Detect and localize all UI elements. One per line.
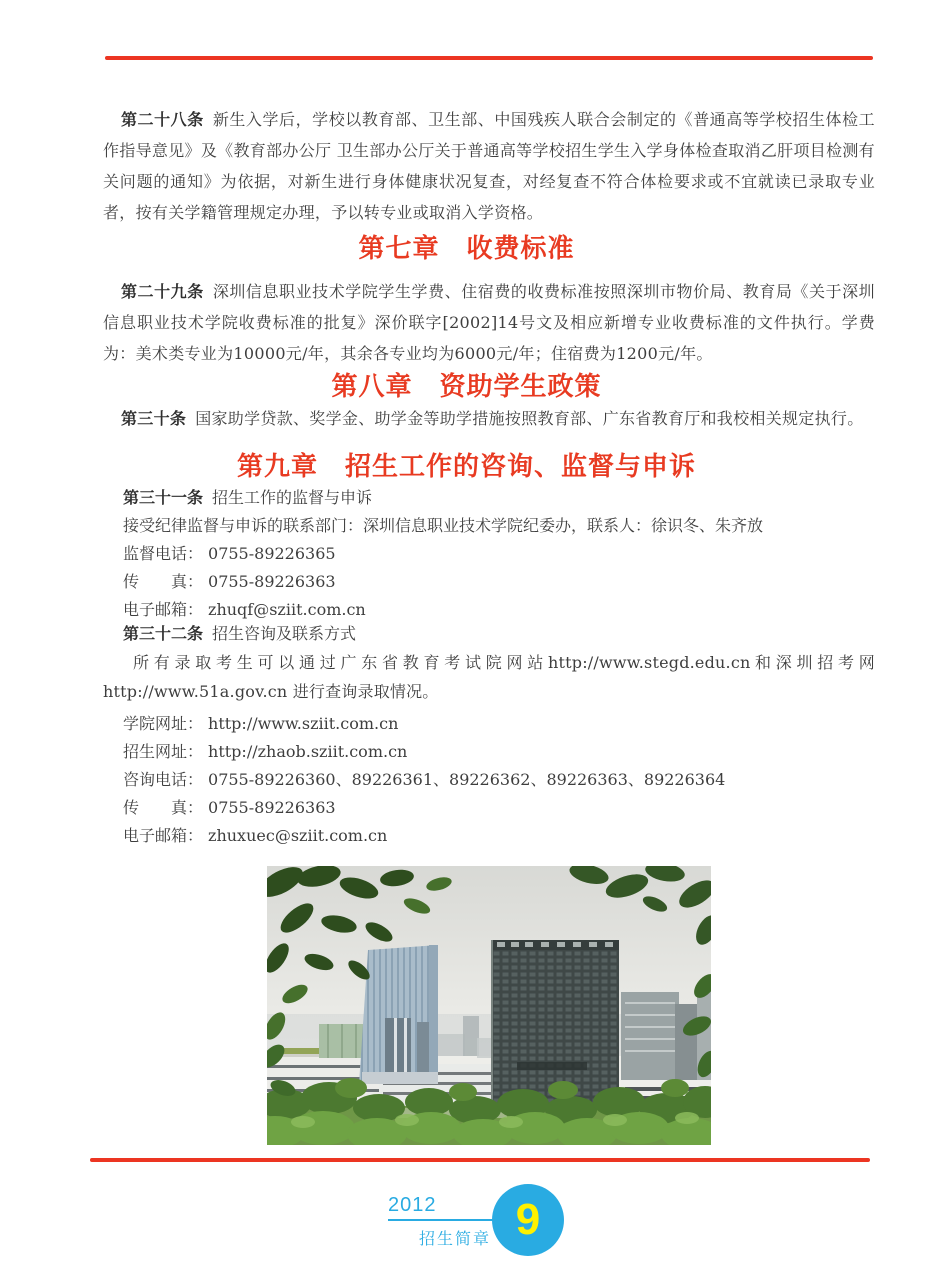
article-32-contact-block: [123, 710, 875, 850]
article-31-label: 第三十一条: [123, 488, 204, 507]
article-29-text: 深圳信息职业技术学院学生学费、住宿费的收费标准按照深圳市物价局、教育局《关于深圳信息职业技术学院收费标准的批复》深价联字[2002]14号文及相应新增专业收费标准的文件执行。学费为：美术类专业为10000元/年，其余各专业均为6000元/年；住宿费为1200元/年。: [103, 282, 875, 363]
article-31-title: 招生工作的监督与申诉: [212, 488, 373, 507]
supervision-phone-value: 0755-89226365: [208, 544, 336, 563]
article-32-label: 第三十二条: [123, 624, 204, 643]
college-site-line: [123, 710, 875, 738]
footer-blue-line: [388, 1219, 506, 1221]
email-value-31: zhuqf@sziit.com.cn: [208, 600, 366, 619]
fax-label-31: 传 真：: [123, 572, 204, 591]
admission-site-url: http://zhaob.sziit.com.cn: [208, 742, 408, 761]
chapter-7-heading: 第七章 收费标准: [358, 233, 575, 263]
fax-label-32: 传 真：: [123, 798, 204, 817]
fax-value-32: 0755-89226363: [208, 798, 336, 817]
page-number-badge: [492, 1184, 564, 1256]
article-31-title-line: [123, 484, 875, 512]
article-31-contact-dept: 接受纪律监督与申诉的联系部门：深圳信息职业技术学院纪委办，联系人：徐识冬、朱齐放: [123, 516, 764, 535]
article-28-label: 第二十八条: [121, 110, 204, 129]
admission-site-label: 招生网址：: [123, 742, 204, 761]
email-label-32: 电子邮箱：: [123, 826, 204, 845]
article-32-title-line: [123, 620, 356, 648]
chapter-8-heading: 第八章 资助学生政策: [331, 371, 602, 401]
supervision-phone-line: [123, 540, 875, 568]
inquiry-phone-label: 咨询电话：: [123, 770, 204, 789]
email-value-32: zhuxuec@sziit.com.cn: [208, 826, 388, 845]
article-31-block: [123, 484, 875, 624]
article-30-text: 国家助学贷款、奖学金、助学金等助学措施按照教育部、广东省教育厅和我校相关规定执行。: [195, 409, 864, 428]
footer-year: 2012: [388, 1194, 437, 1216]
campus-photo-illustration: [267, 866, 711, 1145]
admission-site-line: [123, 738, 875, 766]
article-30: [103, 405, 875, 433]
chapter-9-heading: 第九章 招生工作的咨询、监督与申诉: [236, 451, 696, 481]
fax-value-31: 0755-89226363: [208, 572, 336, 591]
college-site-label: 学院网址：: [123, 714, 204, 733]
article-28-text: 新生入学后，学校以教育部、卫生部、中国残疾人联合会制定的《普通高等学校招生体检工作指导意见》及《教育部办公厅 卫生部办公厅关于普通高等学校招生学生入学身体检查取消乙肝项目检测有关问题的通知》为依据，对新生进行身体健康状况复查，对经复查不符合体检要求或不宜就读已录取专业者，按有关学籍管理规定办理，予以转专业或取消入学资格。: [103, 110, 875, 222]
top-divider-rule: [105, 56, 873, 60]
article-29: [103, 276, 875, 369]
article-28: [103, 104, 875, 228]
bottom-divider-rule: [90, 1158, 870, 1162]
page-number: 9: [515, 1195, 541, 1244]
article-32-title: 招生咨询及联系方式: [212, 624, 357, 643]
article-32-intro: 所有录取考生可以通过广东省教育考试院网站http://www.stegd.edu.cn和深圳招考网http://www.51a.gov.cn 进行查询录取情况。: [103, 653, 875, 701]
campus-photo: [267, 866, 711, 1145]
inquiry-phone-line: [123, 766, 875, 794]
fax-line-31: [123, 568, 875, 596]
article-29-label: 第二十九条: [121, 282, 204, 301]
college-site-url: http://www.sziit.com.cn: [208, 714, 399, 733]
email-label-31: 电子邮箱：: [123, 600, 204, 619]
email-line-32: [123, 822, 875, 850]
supervision-phone-label: 监督电话：: [123, 544, 204, 563]
inquiry-phone-values: 0755-89226360、89226361、89226362、89226363、89226364: [208, 770, 726, 789]
article-30-label: 第三十条: [121, 409, 187, 428]
footer-booklet-title: 招生简章: [419, 1231, 492, 1248]
fax-line-32: [123, 794, 875, 822]
